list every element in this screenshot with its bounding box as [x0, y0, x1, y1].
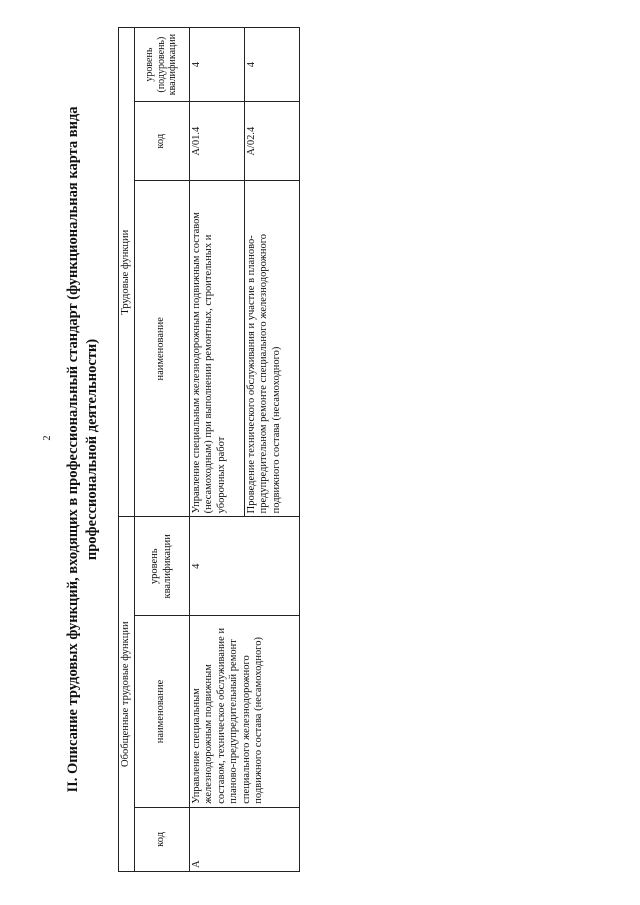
- header-name: наименование: [134, 616, 189, 808]
- section-title-line-2: профессиональной деятельности): [84, 338, 100, 561]
- header-tf-name: наименование: [134, 181, 189, 517]
- gf-name-cell: Управление специальным железнодорожным подвижным составом, техническое обслуживание и планово-предупредительный ремонт специального железнодорожного подвижного состава (несамоходного): [189, 616, 299, 808]
- header-tf-level: уровень (подуровень) квалификации: [134, 28, 189, 102]
- header-tf-code: код: [134, 102, 189, 181]
- tf-name-cell: Проведение технического обслуживания и участие в планово-предупредительном ремонте специального железнодорожного подвижного состава (несамоходного): [244, 181, 299, 517]
- page-number: 2: [42, 435, 53, 441]
- gf-level-cell: 4: [189, 517, 299, 616]
- column-header-row: [134, 28, 189, 872]
- section-title: [62, 27, 102, 872]
- tf-name-cell: Управление специальным железнодорожным подвижным составом (несамоходным) при выполнении ремонтных, строительных и уборочных работ: [189, 181, 244, 517]
- section-title-line-1: II. Описание трудовых функций, входящих в профессиональный стандарт (функциональная карта вида: [65, 106, 81, 793]
- tf-level-cell: 4: [189, 28, 244, 102]
- generalized-functions-header: Обобщенные трудовые функции: [119, 517, 135, 872]
- header-code: код: [134, 807, 189, 871]
- functional-map-table: [118, 27, 300, 872]
- gf-code-cell: А: [189, 807, 299, 871]
- tf-level-cell: 4: [244, 28, 299, 102]
- labor-functions-header: Трудовые функции: [119, 28, 135, 517]
- tf-code-cell: А/02.4: [244, 102, 299, 181]
- header-qualification-level: уровень квалификации: [134, 517, 189, 616]
- table-row: [189, 28, 244, 872]
- document-sheet: [62, 27, 622, 872]
- group-header-row: [119, 28, 135, 872]
- tf-code-cell: А/01.4: [189, 102, 244, 181]
